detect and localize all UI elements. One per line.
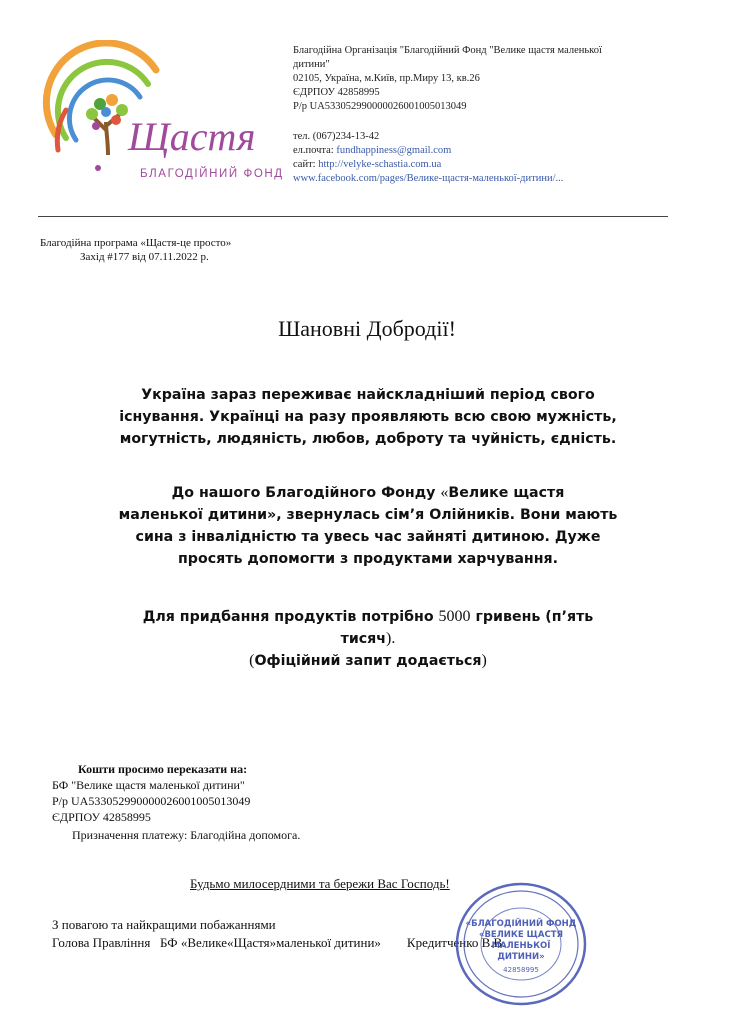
payment-account: Р/р UA533052990000026001005013049 [52,794,251,808]
event-number: Захід #177 від 07.11.2022 р. [80,251,209,263]
p2-quote: « [440,484,449,501]
p2-line-3: сина з інвалідністю та увесь час зайняті дитиною. Дуже [135,529,601,545]
p3-line-2-text: тисяч [340,631,387,647]
payment-edrpou: ЄДРПОУ 42858995 [52,810,151,824]
payment-recipient: БФ "Велике щастя маленької дитини" [52,778,245,792]
p2-line-2: маленької дитини», звернулась сім’я Олійників. Вони мають [118,507,618,523]
org-account: Р/р UA533052990000026001005013049 [293,101,467,112]
p1-line-3: могутність, людяність, любов, доброту та чуйність, єдність. [119,431,617,447]
contact-details [293,130,713,186]
stamp-line-1: «БЛАГОДІЙНИЙ ФОНД [465,919,577,929]
email-label: ел.почта: [293,145,337,156]
email-link[interactable]: fundhappiness@gmail.com [336,145,452,156]
regards-line: З повагою та найкращими побажаннями [52,917,276,932]
org-address: 02105, Україна, м.Київ, пр.Миру 13, кв.26 [293,73,480,84]
p1-line-1: Україна зараз переживає найскладніший період свого [141,387,595,403]
p3-open-paren: ( [249,652,255,669]
stamp-line-3: МАЛЕНЬКОЇ [491,941,551,951]
blessing-line: Будьмо милосердними та бережи Вас Господь! [190,876,450,891]
stamp-seal [452,880,590,1008]
p2-line-1-post: Велике щастя [448,485,565,501]
org-name-line1: Благодійна Організація "Благодійний Фонд "Велике щастя маленької [293,45,602,56]
p3-line-2 [90,628,646,650]
p3-official-request: Офіційний запит додається [254,653,482,669]
p3-pre: Для придбання продуктів потрібно [142,609,439,625]
p3-line-3 [90,650,646,672]
facebook-link[interactable]: www.facebook.com/pages/Велике-щастя-маленької-дитини/... [293,173,564,184]
p2-line-1-pre: До нашого Благодійного Фонду [171,485,441,501]
p2-line-4: просять допомогти з продуктами харчування. [178,551,558,567]
payment-title: Кошти просимо переказати на: [78,762,248,776]
contact-site-row [293,158,713,172]
org-details [293,44,713,114]
p2-line-1 [90,482,646,504]
org-edrpou: ЄДРПОУ 42858995 [293,87,380,98]
p1-line-2: існування. Українці на разу проявляють всю свою мужність, [119,409,617,425]
p3-line-2-paren: ). [386,630,396,647]
stamp-code: 42858995 [503,966,539,974]
official-stamp [452,880,590,1008]
paragraph-1 [90,384,646,450]
payment-purpose: Призначення платежу: Благодійна допомога. [72,828,301,842]
contact-email-row [293,144,713,158]
stamp-line-4: ДИТИНИ» [497,952,545,962]
logo-subtitle-text: БЛАГОДІЙНИЙ ФОНД [140,168,284,180]
p3-close-paren: ) [481,652,487,669]
p3-post: гривень (п’ять [470,609,594,625]
fund-logo [36,40,286,190]
logo-graphic [36,40,286,190]
p3-line-1 [90,606,646,628]
stamp-line-2: «ВЕЛИКЕ ЩАСТЯ [478,930,564,940]
org-name-line2: дитини" [293,59,330,70]
paragraph-2 [90,482,646,570]
greeting-heading: Шановні Добродії! [278,316,456,341]
paragraph-3 [90,606,646,672]
logo-brand-text: Щастя [128,114,256,159]
site-link[interactable]: http://velyke-schastia.com.ua [318,159,442,170]
signatory-line: Голова Правління БФ «Велике«Щастя»маленької дитини» Кредитченко В.В. [52,935,506,950]
program-name: Благодійна програма «Щастя-це просто» [40,237,232,249]
site-label: сайт: [293,159,319,170]
p3-amount: 5000 [438,608,471,625]
header-divider [38,216,668,217]
contact-phone: тел. (067)234-13-42 [293,131,380,142]
